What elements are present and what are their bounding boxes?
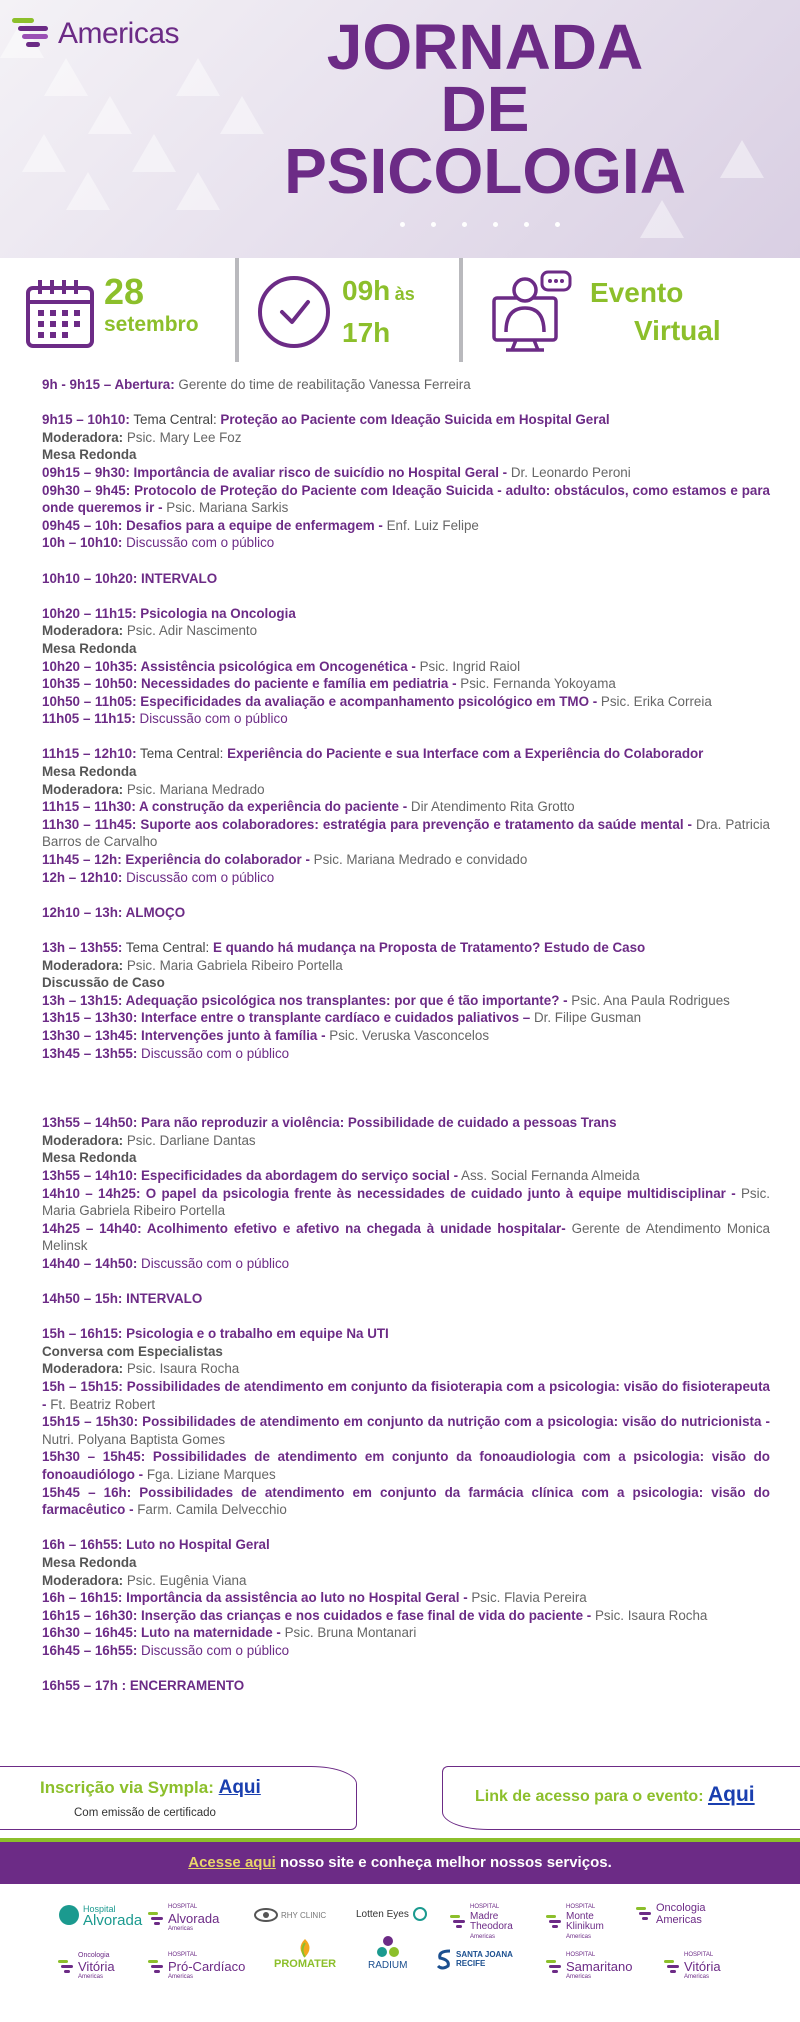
session-moderator: Moderadora: Psic. Isaura Rocha xyxy=(42,1361,240,1377)
session-item: 11h30 – 11h45: Suporte aos colaboradores: estratégia para prevenção e tratamento da saúde mental - Dra. Patricia Barros de Carvalho xyxy=(42,816,770,850)
hospital-logo: PROMATER xyxy=(274,1938,336,1970)
page-title xyxy=(280,11,690,207)
event-time-end: 17h xyxy=(342,317,391,348)
access-label: Link de acesso para o evento: xyxy=(475,1788,704,1805)
session-discussion: 11h05 – 11h15: Discussão com o público xyxy=(42,711,288,727)
santa-joana-icon xyxy=(436,1948,454,1970)
event-time-start: 09h xyxy=(342,275,391,306)
hospital-logo: RADIUM xyxy=(368,1934,407,1971)
session-item: 10h35 – 10h50: Necessidades do paciente e família em pediatria - Psic. Fernanda Yokoyama xyxy=(42,676,616,692)
footer-bar xyxy=(0,1838,800,1888)
footer-text: nosso site e conheça melhor nossos serviços. xyxy=(275,1854,612,1871)
session-format: Mesa Redonda xyxy=(42,1555,137,1570)
session-item: 13h30 – 13h45: Intervenções junto à família - Psic. Veruska Vasconcelos xyxy=(42,1027,490,1043)
americas-mark-icon xyxy=(636,1906,652,1922)
hospital-logo: HOSPITAL Madre Theodora Americas xyxy=(450,1902,530,1942)
session-format: Mesa Redonda xyxy=(42,1150,137,1166)
americas-mark-icon xyxy=(148,1959,164,1975)
event-info-bar xyxy=(0,258,800,362)
access-box xyxy=(442,1766,800,1830)
session-item: 10h50 – 11h05: Especificidades da avaliação e acompanhamento psicológico em TMO - Psic. Erika Correia xyxy=(42,693,712,709)
session-item: 09h15 – 9h30: Importância de avaliar risco de suicídio no Hospital Geral - Dr. Leonardo Peroni xyxy=(42,464,631,480)
clock-icon xyxy=(256,274,332,350)
session-header: 9h15 – 10h10: Tema Central: Proteção ao Paciente com Ideação Suicida em Hospital Geral xyxy=(42,412,610,428)
session-header: 11h15 – 12h10: Tema Central: Experiência do Paciente e sua Interface com a Experiência do Colaborador xyxy=(42,746,704,762)
calendar-icon xyxy=(24,278,96,350)
session-moderator: Moderadora: Psic. Mariana Medrado xyxy=(42,781,265,797)
registration-note: Com emissão de certificado xyxy=(74,1807,216,1819)
registration-label: Inscrição via Sympla: xyxy=(40,1778,214,1797)
session-item: 15h30 – 15h45: Possibilidades de atendimento em conjunto da fonoaudiologia com a psicologia: visão do fonoaudiólogo - Fga. Liziane Marques xyxy=(42,1449,770,1483)
session-format: Conversa com Especialistas xyxy=(42,1343,223,1359)
eye-icon xyxy=(254,1908,278,1922)
session-moderator: Moderadora: Psic. Mary Lee Foz xyxy=(42,429,242,445)
session-format: Discussão de Caso xyxy=(42,975,165,991)
session-item: 14h25 – 14h40: Acolhimento efetivo e afetivo na chegada à unidade hospitalar- Gerente de Atendimento Monica Melinsk xyxy=(42,1220,770,1254)
session-header: 15h – 16h15: Psicologia e o trabalho em equipe Na UTI xyxy=(42,1326,389,1342)
hospital-logo: Oncologia Vitória Americas xyxy=(58,1950,115,1983)
event-date-day: 28 xyxy=(104,271,145,312)
session-discussion: 13h45 – 13h55: Discussão com o público xyxy=(42,1045,290,1061)
session-item: 16h15 – 16h30: Inserção das crianças e nos cuidados e fase final de vida do paciente - Psic. Isaura Rocha xyxy=(42,1607,708,1623)
website-link[interactable]: Acesse aqui xyxy=(188,1854,276,1871)
title-line: PSICOLOGIA xyxy=(284,135,686,207)
hospital-logo: HOSPITAL Alvorada Americas xyxy=(148,1902,219,1935)
session-discussion: 12h – 12h10: Discussão com o público xyxy=(42,869,275,885)
hospital-logo: Oncologia Americas xyxy=(636,1902,736,1926)
decorative-dots xyxy=(400,222,560,227)
session-item: 09h45 – 10h: Desafios para a equipe de enfermagem - Enf. Luiz Felipe xyxy=(42,517,479,533)
hospital-logo: HOSPITAL Samaritano Americas xyxy=(546,1950,632,1983)
session-header: 13h55 – 14h50: Para não reproduzir a violência: Possibilidade de cuidado a pessoas Trans xyxy=(42,1115,617,1131)
program-opening: 9h - 9h15 – Abertura: Gerente do time de reabilitação Vanessa Ferreira xyxy=(42,377,471,392)
event-mode-line2: Virtual xyxy=(634,315,721,346)
title-line: DE xyxy=(440,73,530,145)
americas-mark-icon xyxy=(450,1914,466,1930)
session-item: 10h20 – 10h35: Assistência psicológica em Oncogenética - Psic. Ingrid Raiol xyxy=(42,658,521,674)
hospital-logo: HOSPITAL Vitória Americas xyxy=(664,1950,721,1983)
info-divider xyxy=(459,258,463,362)
session-header: 13h – 13h55: Tema Central: E quando há mudança na Proposta de Tratamento? Estudo de Caso xyxy=(42,940,646,955)
brand-name: Americas xyxy=(58,17,180,50)
session-format: Mesa Redonda xyxy=(42,764,137,780)
promater-leaf-icon xyxy=(294,1938,316,1958)
session-item: 13h55 – 14h10: Especificidades da abordagem do serviço social - Ass. Social Fernanda Almeida xyxy=(42,1167,640,1183)
header-banner xyxy=(0,0,800,258)
hospital-logo: HOSPITAL Monte Klinikum Americas xyxy=(546,1902,616,1942)
online-presenter-icon xyxy=(490,268,574,352)
session-item: 15h – 15h15: Possibilidades de atendimento em conjunto da fisioterapia com a psicologia: visão do fisioterapeuta - Ft. Beatriz Robert xyxy=(42,1379,770,1412)
session-moderator: Moderadora: Psic. Maria Gabriela Ribeiro Portella xyxy=(42,957,343,973)
session-item: 11h15 – 11h30: A construção da experiência do paciente - Dir Atendimento Rita Grotto xyxy=(42,799,575,815)
session-break: 12h10 – 13h: ALMOÇO xyxy=(42,904,186,920)
title-line: JORNADA xyxy=(326,11,644,83)
americas-mark-icon xyxy=(546,1914,562,1930)
hospital-logo: RHY CLINIC xyxy=(254,1908,326,1922)
leaf-icon xyxy=(412,1906,428,1922)
registration-link[interactable]: Aqui xyxy=(218,1777,261,1798)
hospital-logo: Hospital Alvorada xyxy=(58,1904,142,1926)
session-item: 16h30 – 16h45: Luto na maternidade - Psic. Bruna Montanari xyxy=(42,1625,417,1641)
session-item: 15h15 – 15h30: Possibilidades de atendimento em conjunto da nutrição com a psicologia: visão do nutricionista - Nutri. Polyana Baptista Gomes xyxy=(42,1414,770,1447)
hospital-logo: HOSPITAL Pró-Cardíaco Americas xyxy=(148,1950,245,1983)
session-discussion: 14h40 – 14h50: Discussão com o público xyxy=(42,1255,290,1271)
radium-icon xyxy=(375,1934,401,1960)
session-moderator: Moderadora: Psic. Eugênia Viana xyxy=(42,1572,247,1588)
hospital-alvorada-icon xyxy=(58,1904,80,1926)
session-discussion: 16h45 – 16h55: Discussão com o público xyxy=(42,1642,290,1658)
session-closing: 16h55 – 17h : ENCERRAMENTO xyxy=(42,1678,245,1694)
session-item: 11h45 – 12h: Experiência do colaborador - Psic. Mariana Medrado e convidado xyxy=(42,852,528,868)
hospital-logo: SANTA JOANA RECIFE xyxy=(436,1948,530,1970)
access-link[interactable]: Aqui xyxy=(707,1783,755,1806)
event-mode-line1: Evento xyxy=(590,277,684,308)
session-item: 13h15 – 13h30: Interface entre o transplante cardíaco e cuidados paliativos – Dr. Filipe Gusman xyxy=(42,1010,642,1026)
info-divider xyxy=(235,258,239,362)
session-break: 10h10 – 10h20: INTERVALO xyxy=(42,570,218,586)
event-program xyxy=(42,376,770,1695)
session-header: 10h20 – 11h15: Psicologia na Oncologia xyxy=(42,605,296,621)
session-item: 16h – 16h15: Importância da assistência ao luto no Hospital Geral - Psic. Flavia Pereira xyxy=(42,1590,587,1606)
session-format: Mesa Redonda xyxy=(42,640,137,656)
americas-mark-icon xyxy=(664,1959,680,1975)
session-item: 09h30 – 9h45: Protocolo de Proteção do Paciente com Ideação Suicida - adulto: obstáculos, como estamos e para onde queremos ir - Psic. Mariana Sarkis xyxy=(42,482,770,516)
session-discussion: 10h – 10h10: Discussão com o público xyxy=(42,535,275,551)
brand-logo-icon xyxy=(12,14,52,54)
session-item: 15h45 – 16h: Possibilidades de atendimento em conjunto da farmácia clínica com a psicologia: visão do farmacêutico - Farm. Camila Delvecchio xyxy=(42,1484,770,1518)
americas-mark-icon xyxy=(148,1911,164,1927)
hospital-logo: Lotten Eyes xyxy=(356,1906,428,1922)
session-break: 14h50 – 15h: INTERVALO xyxy=(42,1291,203,1307)
session-item: 13h – 13h15: Adequação psicológica nos transplantes: por que é tão importante? - Psic. Ana Paula Rodrigues xyxy=(42,992,730,1008)
event-time-separator: às xyxy=(394,284,415,304)
session-moderator: Moderadora: Psic. Adir Nascimento xyxy=(42,623,258,639)
session-header: 16h – 16h55: Luto no Hospital Geral xyxy=(42,1537,270,1553)
event-date-month: setembro xyxy=(104,313,199,336)
brand-logo xyxy=(12,14,179,54)
hospital-logos xyxy=(0,1884,800,2022)
americas-mark-icon xyxy=(546,1959,562,1975)
registration-box xyxy=(0,1766,357,1830)
session-moderator: Moderadora: Psic. Darliane Dantas xyxy=(42,1132,256,1148)
session-format: Mesa Redonda xyxy=(42,447,137,463)
americas-mark-icon xyxy=(58,1959,74,1975)
session-item: 14h10 – 14h25: O papel da psicologia frente às necessidades de cuidado junto à equipe multidisciplinar - Psic. Maria Gabriela Ribeiro Portella xyxy=(42,1185,770,1219)
